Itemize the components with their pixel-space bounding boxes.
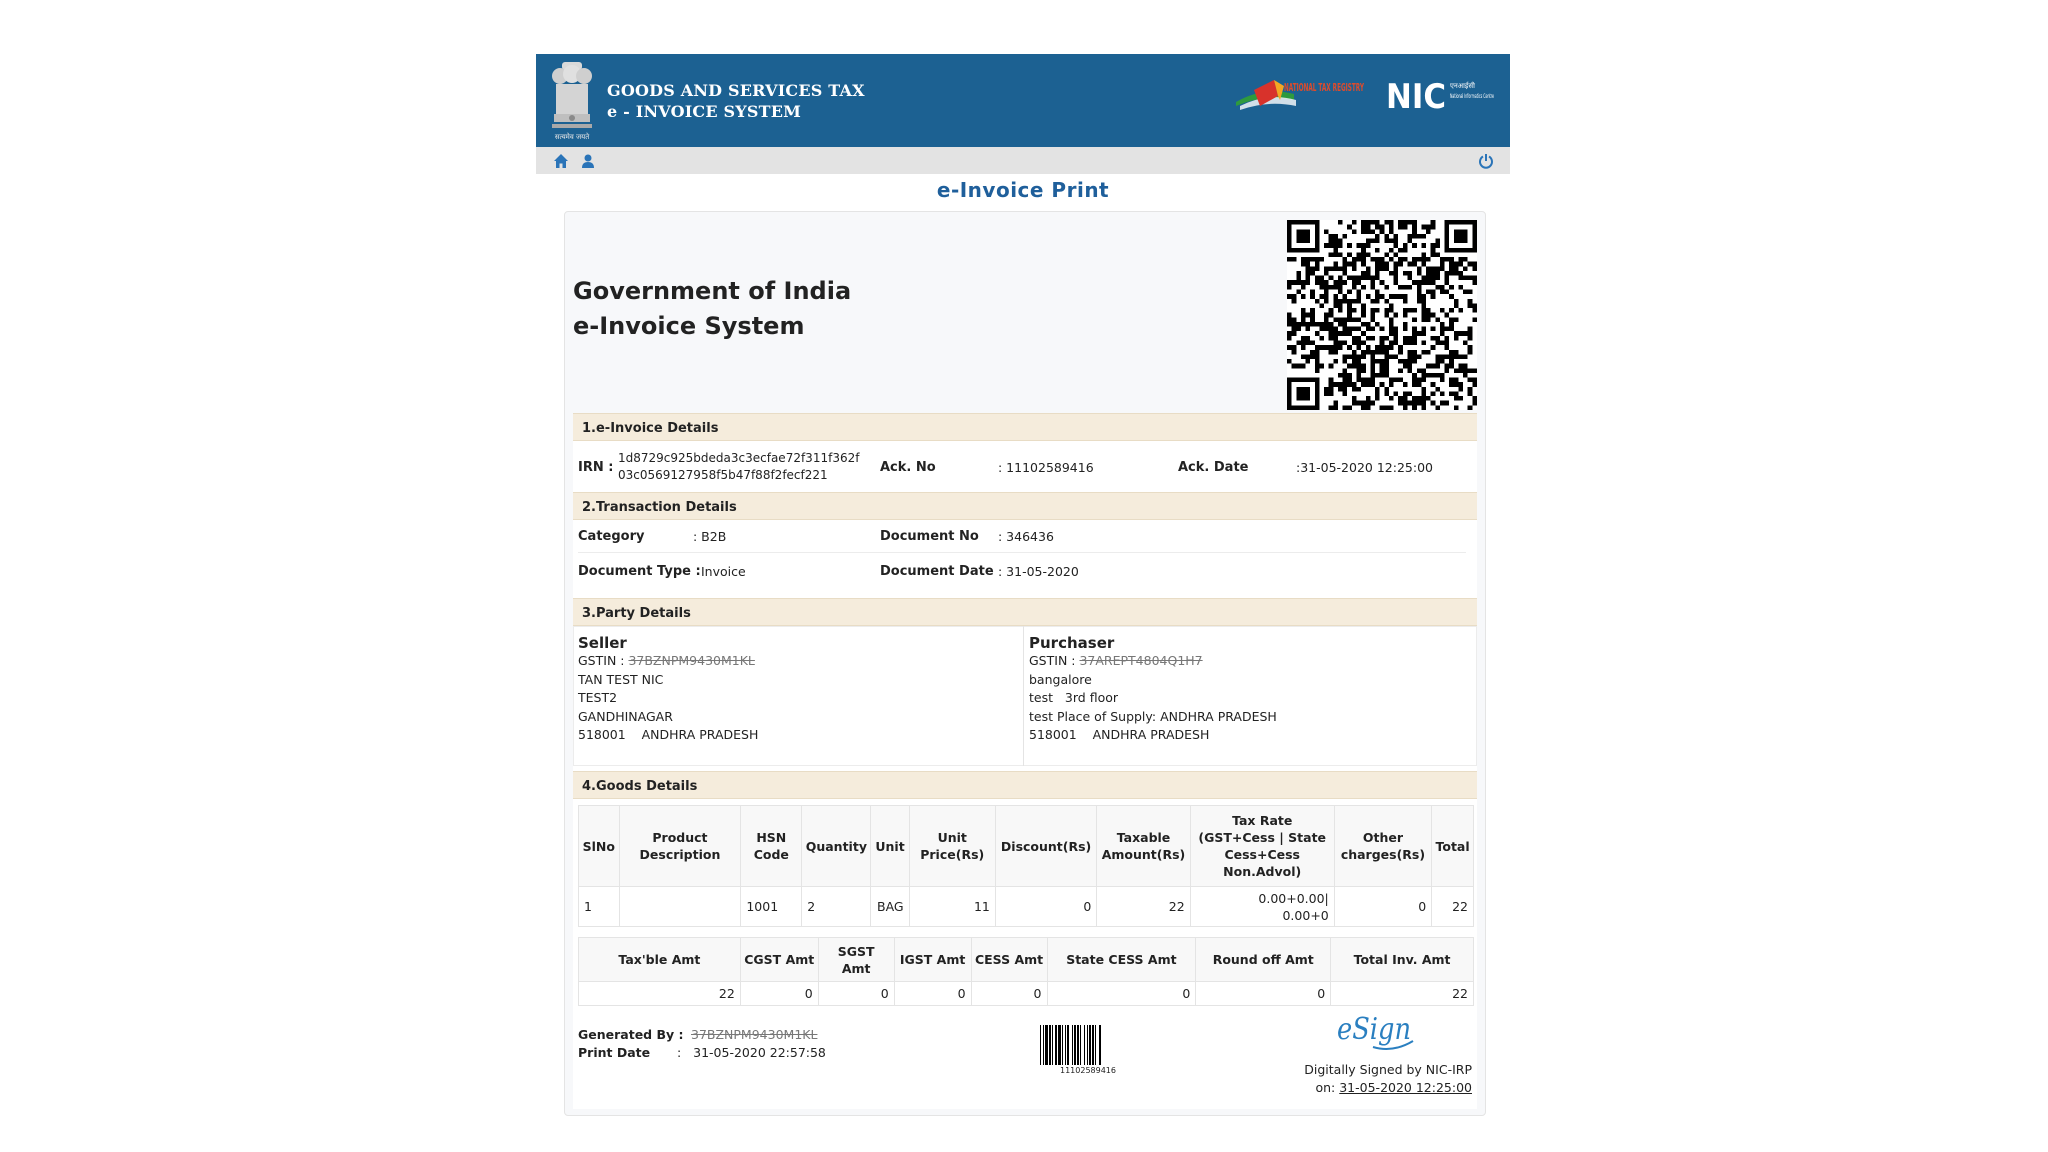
seller-block: [578, 635, 1008, 745]
col-taxable-amount: Taxable Amount(Rs): [1097, 806, 1190, 887]
ntr-logo: [1234, 76, 1366, 118]
cell-round-off-amt: 0: [1196, 982, 1331, 1006]
print-date-label: Print Date: [578, 1045, 651, 1060]
category-value: : B2B: [693, 529, 727, 544]
header-banner: [536, 54, 1510, 147]
seller-line-1: TAN TEST NIC: [578, 671, 664, 687]
cell-product-description: [619, 887, 741, 927]
signed-on: [1304, 1079, 1472, 1097]
seller-line-3: GANDHINAGAR: [578, 708, 673, 724]
signed-by: Digitally Signed by NIC-IRP: [1304, 1062, 1472, 1077]
cell-cess-amt: 0: [971, 982, 1047, 1006]
irn-label: IRN :: [578, 460, 614, 475]
cell-unit: BAG: [871, 887, 909, 927]
cell-tax-rate: [1190, 887, 1334, 927]
col-quantity: Quantity: [802, 806, 871, 887]
goods-header-row: [579, 806, 1474, 887]
generated-by-label: Generated By :: [578, 1027, 684, 1042]
cell-total-inv-amt: 22: [1331, 982, 1474, 1006]
totals-header-row: [579, 938, 1474, 982]
document-no-label: Document No: [880, 529, 979, 544]
app-title-line2: e - INVOICE SYSTEM: [607, 102, 802, 121]
nic-logo-text: NIC: [1386, 77, 1446, 116]
cell-taxable-amt: 22: [579, 982, 741, 1006]
purchaser-line-4: 518001 ANDHRA PRADESH: [1029, 727, 1210, 742]
col-state-cess-amt: State CESS Amt: [1047, 938, 1196, 982]
seller-line-4: 518001 ANDHRA PRADESH: [578, 727, 759, 742]
cell-igst-amt: 0: [894, 982, 971, 1006]
emblem-caption: सत्यमेव जयते: [554, 133, 590, 141]
qr-code: [1287, 220, 1477, 410]
esign-logo: [1333, 1011, 1417, 1056]
app-title: [607, 80, 865, 122]
col-total: Total: [1432, 806, 1474, 887]
col-other-charges: Other charges(Rs): [1334, 806, 1431, 887]
signed-on-value: 31-05-2020 12:25:00: [1339, 1080, 1472, 1095]
col-discount: Discount(Rs): [995, 806, 1096, 887]
svg-text:एनआईसी: एनआईसी: [1450, 82, 1475, 90]
section-party-details: 3.Party Details: [573, 598, 1477, 626]
seller-heading: Seller: [578, 634, 627, 652]
seller-gstin: [578, 652, 1008, 671]
cell-quantity: 2: [802, 887, 871, 927]
toolbar: [536, 147, 1510, 174]
table-row: [579, 887, 1474, 927]
col-unit: Unit: [871, 806, 909, 887]
document-title-line1: Government of India: [573, 277, 852, 305]
document-type-label: Document Type :: [578, 564, 701, 579]
section-transaction-details: 2.Transaction Details: [573, 492, 1477, 520]
document-date-value: : 31-05-2020: [998, 564, 1079, 579]
ack-no-value: : 11102589416: [998, 460, 1094, 475]
ntr-logo-text: NATIONAL TAX REGISTRY: [1284, 81, 1365, 94]
invoice-card: [564, 211, 1486, 1116]
app-title-line1: GOODS AND SERVICES TAX: [607, 81, 865, 100]
col-product-description: Product Description: [619, 806, 741, 887]
purchaser-gstin-label: GSTIN :: [1029, 653, 1080, 668]
table-row: [579, 982, 1474, 1006]
national-emblem-icon: [550, 60, 594, 142]
seller-line-2: TEST2: [578, 690, 618, 705]
cell-hsn-code: 1001: [741, 887, 802, 927]
barcode: [1038, 1025, 1138, 1065]
col-igst-amt: IGST Amt: [894, 938, 971, 982]
invoice-body: [573, 413, 1477, 1109]
ack-no-label: Ack. No: [880, 460, 936, 475]
divider: [578, 552, 1466, 553]
col-unit-price: Unit Price(Rs): [909, 806, 995, 887]
nic-sub-text: National Informatics Centre: [1450, 93, 1495, 100]
purchaser-gstin: [1029, 652, 1469, 671]
tax-rate-line1: 0.00+0.00|: [1258, 890, 1329, 906]
irn-value: [618, 450, 859, 484]
irn-line1: 1d8729c925bdeda3c3ecfae72f311f362f: [618, 451, 860, 465]
col-hsn-code: HSN Code: [741, 806, 802, 887]
section-goods-details: 4.Goods Details: [573, 771, 1477, 799]
esign-text: eSign: [1337, 1012, 1411, 1047]
document-title: [573, 274, 851, 344]
col-total-inv-amt: Total Inv. Amt: [1331, 938, 1474, 982]
cell-slno: 1: [579, 887, 620, 927]
document-title-line2: e-Invoice System: [573, 312, 805, 340]
col-sgst-amt: SGST Amt: [818, 938, 894, 982]
generated-by-value: 37BZNPM9430M1KL: [691, 1027, 818, 1042]
document-date-label: Document Date: [880, 564, 994, 579]
cell-discount: 0: [995, 887, 1096, 927]
cell-state-cess-amt: 0: [1047, 982, 1196, 1006]
party-divider: [1023, 626, 1024, 766]
cell-unit-price: 11: [909, 887, 995, 927]
signature-block: [1304, 1061, 1472, 1097]
purchaser-block: [1029, 635, 1469, 745]
col-slno: SlNo: [579, 806, 620, 887]
section-einvoice-details: 1.e-Invoice Details: [573, 413, 1477, 441]
document-type-value: Invoice: [701, 564, 746, 579]
barcode-number: 11102589416: [1060, 1066, 1116, 1075]
home-icon[interactable]: [553, 153, 569, 169]
page-title: e-Invoice Print: [936, 178, 1110, 202]
cell-cgst-amt: 0: [740, 982, 818, 1006]
document-no-value: : 346436: [998, 529, 1054, 544]
cell-sgst-amt: 0: [818, 982, 894, 1006]
purchaser-heading: Purchaser: [1029, 634, 1115, 652]
user-icon[interactable]: [580, 153, 596, 169]
col-cgst-amt: CGST Amt: [740, 938, 818, 982]
col-cess-amt: CESS Amt: [971, 938, 1047, 982]
col-tax-rate: Tax Rate (GST+Cess | State Cess+Cess Non.Advol): [1190, 806, 1334, 887]
cell-total: 22: [1432, 887, 1474, 927]
tax-rate-line2: 0.00+0: [1282, 907, 1329, 923]
cell-taxable-amount: 22: [1097, 887, 1190, 927]
nic-logo: [1386, 76, 1496, 116]
print-date-value: : 31-05-2020 22:57:58: [677, 1045, 826, 1060]
seller-gstin-value: 37BZNPM9430M1KL: [628, 653, 755, 668]
irn-line2: 03c0569127958f5b47f88f2fecf221: [618, 468, 828, 482]
col-round-off-amt: Round off Amt: [1196, 938, 1331, 982]
purchaser-line-3: test Place of Supply: ANDHRA PRADESH: [1029, 708, 1277, 724]
ack-date-label: Ack. Date: [1178, 460, 1249, 475]
totals-table: [578, 937, 1474, 1006]
category-label: Category: [578, 529, 645, 544]
col-taxable-amt: Tax'ble Amt: [579, 938, 741, 982]
purchaser-line-1: bangalore: [1029, 671, 1092, 687]
ack-date-value: :31-05-2020 12:25:00: [1296, 460, 1433, 475]
signed-on-label: on:: [1315, 1080, 1340, 1095]
purchaser-line-2: test 3rd floor: [1029, 690, 1119, 705]
purchaser-gstin-value: 37AREPT4804Q1H7: [1079, 653, 1203, 668]
seller-gstin-label: GSTIN :: [578, 653, 629, 668]
power-icon[interactable]: [1478, 153, 1494, 169]
goods-table: [578, 805, 1474, 927]
cell-other-charges: 0: [1334, 887, 1431, 927]
